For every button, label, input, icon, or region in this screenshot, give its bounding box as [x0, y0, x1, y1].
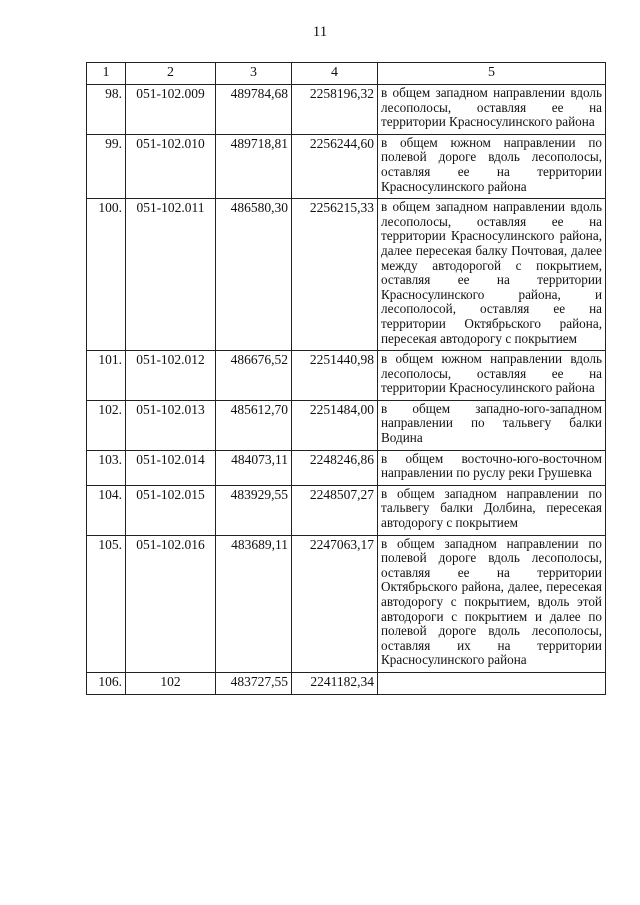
coordinate-x: 483727,55: [216, 672, 292, 694]
boundary-description: [378, 672, 606, 694]
column-header-3: 3: [216, 63, 292, 85]
row-number: 98.: [87, 85, 126, 135]
row-number: 99.: [87, 134, 126, 198]
table-row: [87, 672, 606, 694]
column-header-5: 5: [378, 63, 606, 85]
point-code: 051-102.012: [126, 351, 216, 401]
point-code: 051-102.014: [126, 450, 216, 485]
row-number: 100.: [87, 199, 126, 351]
point-code: 051-102.015: [126, 485, 216, 535]
boundary-description: в общем западном направлении по полевой дороге вдоль лесополосы, оставляя ее на территории Октябрьского района, далее, пересекая автодорогу с покрытием, вдоль этой автодороги с покрытием и далее по полевой дороге вдоль лесополосы, оставляя их на территории Красносулинского района: [378, 535, 606, 672]
row-number: 106.: [87, 672, 126, 694]
coordinate-y: 2256244,60: [292, 134, 378, 198]
point-code: 102: [126, 672, 216, 694]
column-header-1: 1: [87, 63, 126, 85]
row-number: 101.: [87, 351, 126, 401]
point-code: 051-102.010: [126, 134, 216, 198]
coordinate-y: 2247063,17: [292, 535, 378, 672]
table-row: [87, 485, 606, 535]
row-number: 103.: [87, 450, 126, 485]
column-header-2: 2: [126, 63, 216, 85]
row-number: 104.: [87, 485, 126, 535]
page-number: 11: [312, 24, 328, 40]
table-header-row: [87, 63, 606, 85]
boundary-description: в общем южном направлении по полевой дороге вдоль лесополосы, оставляя ее на территории Красносулинского района: [378, 134, 606, 198]
boundary-description: в общем южном направлении вдоль лесополосы, оставляя ее на территории Красносулинского района: [378, 351, 606, 401]
coordinate-x: 484073,11: [216, 450, 292, 485]
coordinate-x: 486676,52: [216, 351, 292, 401]
coordinate-y: 2248246,86: [292, 450, 378, 485]
boundary-description: в общем восточно-юго-восточном направлении по руслу реки Грушевка: [378, 450, 606, 485]
coordinate-y: 2256215,33: [292, 199, 378, 351]
table-row: [87, 134, 606, 198]
boundary-description: в общем западно-юго-западном направлении по тальвегу балки Водина: [378, 400, 606, 450]
coordinate-y: 2248507,27: [292, 485, 378, 535]
coordinate-x: 489784,68: [216, 85, 292, 135]
coordinate-x: 483689,11: [216, 535, 292, 672]
point-code: 051-102.009: [126, 85, 216, 135]
boundary-description: в общем западном направлении вдоль лесополосы, оставляя ее на территории Красносулинского района: [378, 85, 606, 135]
table-row: [87, 351, 606, 401]
boundary-description: в общем западном направлении вдоль лесополосы, оставляя ее на территории Красносулинского района, далее пересекая балку Почтовая, далее между автодорогой с покрытием, оставляя ее на территории Красносулинского района, и лесополосой, оставляя ее на территории Октябрьского района, пересекая автодорогу с покрытием: [378, 199, 606, 351]
coordinate-y: 2258196,32: [292, 85, 378, 135]
table-row: [87, 85, 606, 135]
boundary-description: в общем западном направлении по тальвегу балки Долбина, пересекая автодорогу с покрытием: [378, 485, 606, 535]
coordinate-y: 2251484,00: [292, 400, 378, 450]
coordinate-x: 486580,30: [216, 199, 292, 351]
coordinate-x: 485612,70: [216, 400, 292, 450]
boundary-table: [86, 62, 606, 695]
point-code: 051-102.016: [126, 535, 216, 672]
coordinate-y: 2241182,34: [292, 672, 378, 694]
coordinate-x: 489718,81: [216, 134, 292, 198]
point-code: 051-102.011: [126, 199, 216, 351]
point-code: 051-102.013: [126, 400, 216, 450]
table-row: [87, 400, 606, 450]
column-header-4: 4: [292, 63, 378, 85]
coordinate-y: 2251440,98: [292, 351, 378, 401]
row-number: 102.: [87, 400, 126, 450]
table-row: [87, 450, 606, 485]
coordinate-x: 483929,55: [216, 485, 292, 535]
table-row: [87, 199, 606, 351]
row-number: 105.: [87, 535, 126, 672]
table-row: [87, 535, 606, 672]
